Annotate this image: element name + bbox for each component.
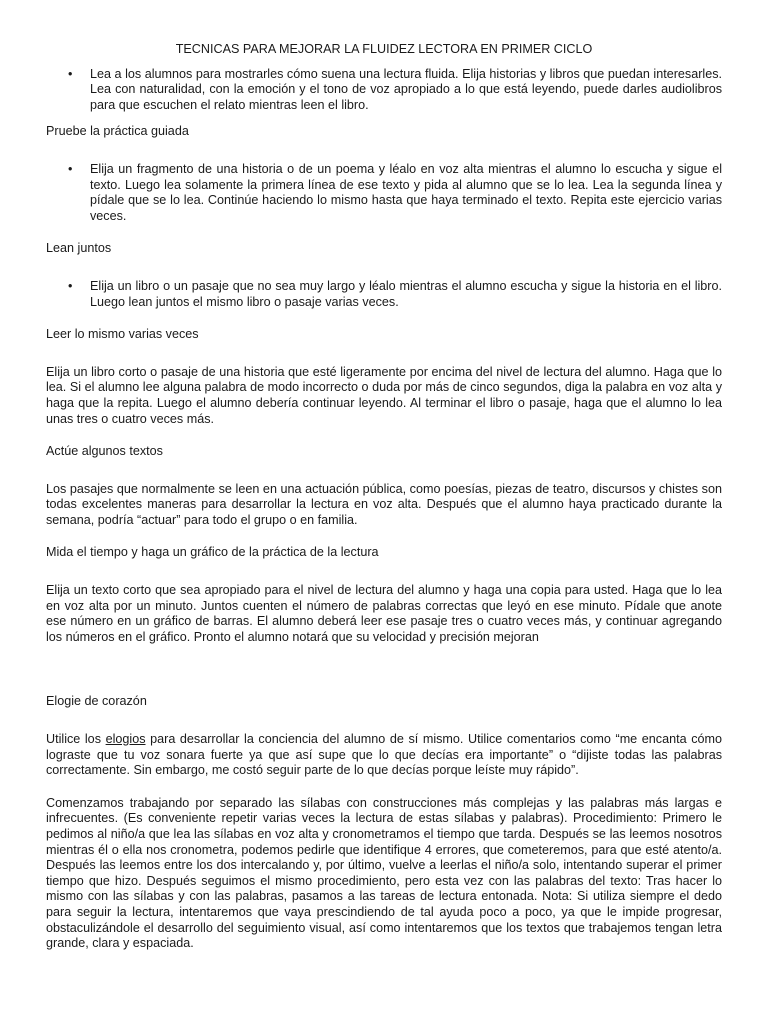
practica-guiada-bullet-item [46,162,722,224]
document-page [46,42,722,952]
document-title: TECNICAS PARA MEJORAR LA FLUIDEZ LECTORA EN PRIMER CICLO [175,42,593,56]
bullet-icon: • [68,66,73,81]
intro-bullet-text: Lea a los alumnos para mostrarles cómo suena una lectura fluida. Elija historias y libros que puedan interesarles. Lea con naturalidad, con la emoción y el tono de voz apropiado a lo que está leyendo, puede darles audiolibros para que escuchen el relato mientras leen el libro. [90,66,722,112]
intro-bullet-item [46,67,722,114]
heading-elogie: Elogie de corazón [46,694,147,709]
lean-juntos-text: Elija un libro o un pasaje que no sea muy largo y léalo mientras el alumno escucha y sigue la historia en el libro. Luego lean juntos el mismo libro o pasaje varias veces. [90,278,722,309]
mismo-varias-veces-paragraph: Elija un libro corto o pasaje de una historia que esté ligeramente por encima del nivel de lectura del alumno. Haga que lo lea. Si el alumno lee alguna palabra de modo incorrecto o duda por más de cinco segundos, diga la palabra en voz alta y haga que la repita. Luego el alumno debería continuar leyendo. Al terminar el libro o pasaje, haga que el alumno lo lea unas tres o cuatro veces más. [46,364,722,426]
bullet-icon: • [68,278,73,293]
actue-textos-paragraph: Los pasajes que normalmente se leen en una actuación pública, como poesías, piezas de teatro, discursos y chistes son todas excelentes maneras para desarrollar la lectura en voz alta. Después que el alumno haya practicado durante la semana, podría “actuar” para todo el grupo o en familia. [46,481,722,527]
elogie-text-end: para desarrollar la conciencia del alumno de sí mismo. Utilice comentarios como “me encanta cómo lograste que tu voz sonara fuerte ya que así supe que lo que decías era importante” o “dijiste todas las palabras correctamente. Sin embargo, me costó seguir parte de lo que decías porque leíste muy rápido”. [46,732,722,778]
lean-juntos-bullet-item [46,279,722,310]
heading-lean-juntos: Lean juntos [46,241,112,256]
heading-mida-tiempo: Mida el tiempo y haga un gráfico de la práctica de la lectura [46,545,379,560]
elogie-text-start: Utilice los [46,732,106,747]
bullet-icon: • [68,161,73,176]
mida-tiempo-paragraph: Elija un texto corto que sea apropiado para el nivel de lectura del alumno y haga una copia para usted. Haga que lo lea en voz alta por un minuto. Juntos cuenten el número de palabras correctas que leyó en ese minuto. Pídale que anote ese número en un gráfico de barras. El alumno deberá leer ese pasaje tres o cuatro veces más, y continuar agregando los números en el gráfico. Pronto el alumno notará que su velocidad y precisión mejoran [46,583,722,644]
heading-mismo-varias-veces: Leer lo mismo varias veces [46,327,199,342]
heading-actue-textos: Actúe algunos textos [46,444,163,459]
elogios-link[interactable]: elogios [105,732,146,747]
heading-practica-guiada: Pruebe la práctica guiada [46,124,189,139]
closing-paragraph: Comenzamos trabajando por separado las sílabas con construcciones más complejas y las palabras más largas e infrecuentes. (Es conveniente repetir varias veces la lectura de estas sílabas y palabras). Procedimiento: Primero le pedimos al niño/a que lea las sílabas en voz alta y cronometramos el tiempo que tarda. Después se las leemos nosotros mientras él o ella nos cronometra, podemos pedirle que identifique 4 errores, que cometeremos, para que esté atento/a. Después las leemos entre los dos intercalando y, por último, vuelve a leerlas el niño/a solo, intentando superar el primer tiempo que hizo. Después seguimos el mismo procedimiento, pero esta vez con las palabras del texto: Tras hacer lo mismo con las sílabas y con las palabras, pasamos a las tareas de lectura entonada. Nota: Si utiliza siempre el dedo para seguir la lectura, intentaremos que vaya prescindiendo de tal ayuda poco a poco, ya que le impide progresar, obstaculizándole el desarrollo del seguimiento visual, así como intentaremos que los textos que trabajemos tengan letra grande, clara y espaciada. [46,795,722,951]
elogie-paragraph [46,732,722,779]
practica-guiada-text: Elija un fragmento de una historia o de un poema y léalo en voz alta mientras el alumno lo escucha y sigue el texto. Luego lea solamente la primera línea de ese texto y pida al alumno que se lo lea. Lea la segunda línea y pídale que se lo lea. Continúe haciendo lo mismo hasta que haya terminado el texto. Repita este ejercicio varias veces. [90,161,722,223]
